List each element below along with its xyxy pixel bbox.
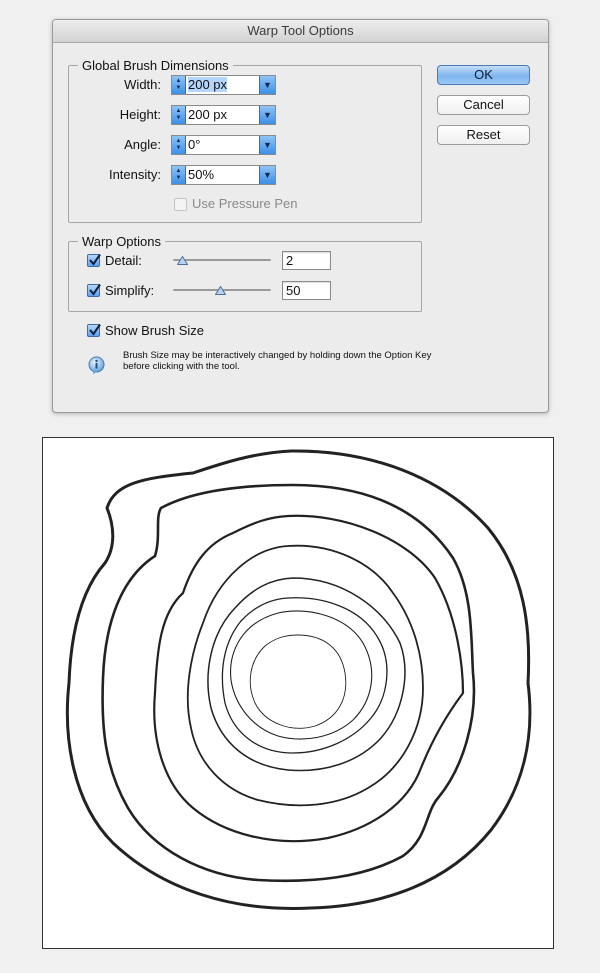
ring-5 [208,578,405,771]
ring-6 [222,598,387,753]
simplify-slider-thumb-icon[interactable] [215,286,226,295]
warp-options-group [68,234,422,312]
info-icon [87,356,106,375]
ok-button[interactable]: OK [437,65,530,85]
checkmark-icon [88,283,102,297]
simplify-label: Simplify: [105,283,155,298]
global-brush-legend: Global Brush Dimensions [82,58,229,73]
intensity-dropdown-icon[interactable]: ▼ [259,166,275,184]
ring-outer [67,451,530,908]
simplify-checkbox[interactable] [87,284,100,297]
angle-combo[interactable] [171,135,276,155]
use-pressure-pen-checkbox[interactable] [174,198,187,211]
detail-label: Detail: [105,253,142,268]
angle-input[interactable]: 0° [188,137,201,152]
warp-tool-options-dialog [52,19,549,413]
simplify-value-field[interactable]: 50 [282,281,331,300]
info-message: Brush Size may be interactively changed by holding down the Option Key before clicking with the tool. [123,350,432,372]
use-pressure-pen-label: Use Pressure Pen [192,196,298,211]
show-brush-size-checkbox[interactable] [87,324,100,337]
dialog-title: Warp Tool Options [53,20,548,43]
angle-label: Angle: [124,137,161,152]
ring-4 [188,546,423,806]
ring-2 [103,485,474,881]
ring-7 [231,611,372,739]
warp-options-legend: Warp Options [82,234,161,249]
detail-slider-thumb-icon[interactable] [177,256,188,265]
ring-inner [250,635,346,728]
artwork-canvas [42,437,554,949]
ring-3 [154,516,463,841]
cancel-button[interactable]: Cancel [437,95,530,115]
show-brush-size-label: Show Brush Size [105,323,204,338]
height-dropdown-icon[interactable]: ▼ [259,106,275,124]
detail-value-field[interactable]: 2 [282,251,331,270]
intensity-stepper-icon[interactable]: ▲ ▼ [172,166,186,184]
checkmark-icon [88,323,102,337]
width-stepper-icon[interactable]: ▲ ▼ [172,76,186,94]
detail-checkbox[interactable] [87,254,100,267]
width-label: Width: [124,77,161,92]
reset-button[interactable]: Reset [437,125,530,145]
intensity-label: Intensity: [108,167,161,182]
width-value: 200 px [188,77,228,92]
width-dropdown-icon[interactable]: ▼ [259,76,275,94]
width-input[interactable] [186,76,259,94]
checkmark-icon [88,253,102,267]
intensity-combo[interactable] [171,165,276,185]
height-input[interactable]: 200 px [188,107,228,122]
height-label: Height: [119,107,161,122]
angle-dropdown-icon[interactable]: ▼ [259,136,275,154]
height-stepper-icon[interactable]: ▲ ▼ [172,106,186,124]
width-combo[interactable] [171,75,276,95]
angle-stepper-icon[interactable]: ▲ ▼ [172,136,186,154]
height-combo[interactable] [171,105,276,125]
intensity-input[interactable]: 50% [188,167,215,182]
warped-rings-artwork [43,438,553,948]
